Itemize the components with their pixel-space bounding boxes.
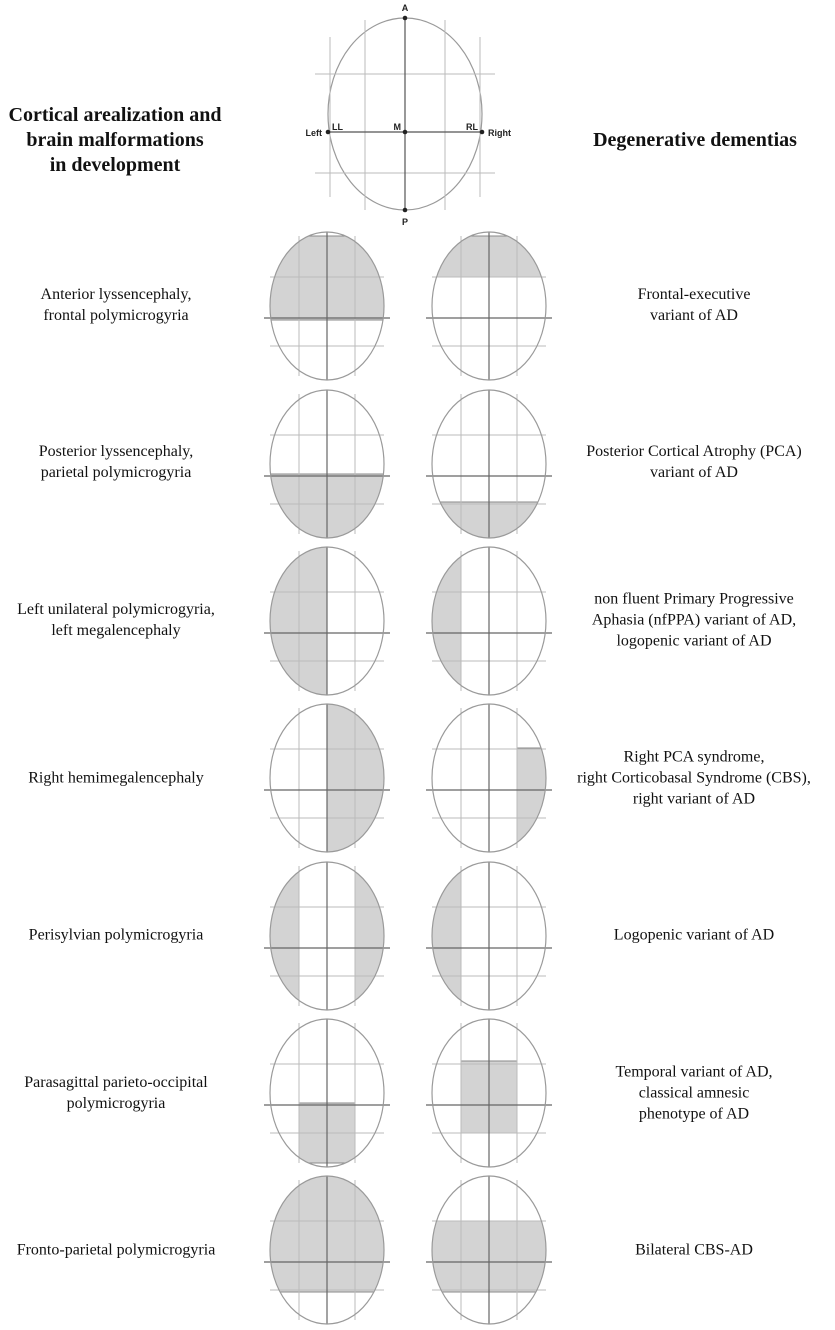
- shaded-region: [432, 547, 461, 695]
- head-diagram-dementia: [424, 700, 554, 858]
- left-column-header: [0, 103, 230, 178]
- malformation-label: [0, 925, 232, 946]
- label-line: Anterior lyssencephaly,: [40, 286, 192, 303]
- dementia-label: [575, 747, 813, 810]
- left-header-line: in development: [49, 154, 181, 176]
- dementia-label: [575, 925, 813, 946]
- label-line: frontal polymicrogyria: [43, 307, 189, 324]
- right-column-header: Degenerative dementias: [593, 129, 797, 151]
- head-diagram-dementia: [424, 1172, 554, 1330]
- head-diagram-dementia: [424, 228, 554, 386]
- label-line: Aphasia (nfPPA) variant of AD,: [591, 611, 797, 629]
- dementia-label: [575, 1062, 813, 1125]
- label-line: variant of AD: [650, 464, 738, 481]
- posterior-label: P: [401, 217, 409, 227]
- label-line: Frontal-executive: [637, 286, 751, 303]
- head-diagram-malformation: [262, 700, 392, 858]
- label-line: Posterior Cortical Atrophy (PCA): [586, 443, 802, 460]
- left-header-line: brain malformations: [26, 129, 204, 151]
- label-line: non fluent Primary Progressive: [594, 590, 794, 608]
- label-line: phenotype of AD: [638, 1105, 750, 1123]
- left-label: Left: [305, 128, 322, 138]
- label-line: Right hemimegalencephaly: [28, 769, 204, 787]
- label-line: Perisylvian polymicrogyria: [28, 926, 204, 944]
- head-diagram-malformation: [262, 386, 392, 544]
- label-line: Right PCA syndrome,: [623, 748, 765, 766]
- shaded-block: [432, 547, 461, 695]
- label-line: polymicrogyria: [66, 1095, 166, 1112]
- shaded-block: [355, 862, 384, 1010]
- dementia-label: [575, 284, 813, 326]
- label-line: right Corticobasal Syndrome (CBS),: [577, 769, 811, 787]
- malformation-label: [0, 284, 232, 326]
- head-diagram-malformation: [262, 1015, 392, 1173]
- label-line: Left unilateral polymicrogyria,: [17, 601, 215, 618]
- label-line: Temporal variant of AD,: [615, 1063, 773, 1081]
- dementia-label: [575, 1240, 813, 1261]
- label-line: right variant of AD: [632, 790, 756, 808]
- label-line: parietal polymicrogyria: [40, 464, 192, 481]
- malformation-label: [0, 441, 232, 483]
- shaded-region: [432, 862, 461, 1010]
- right-lateral-label: RL: [466, 122, 478, 132]
- label-line: Posterior lyssencephaly,: [38, 443, 194, 460]
- label-line: Logopenic variant of AD: [613, 926, 775, 944]
- dementia-label: [575, 441, 813, 483]
- right-label: Right: [488, 128, 511, 138]
- head-diagram-malformation: [262, 858, 392, 1016]
- malformation-label: [0, 599, 232, 641]
- shaded-block: [270, 862, 299, 1010]
- medial-label: M: [393, 122, 401, 132]
- left-header-line: Cortical arealization and: [8, 104, 222, 126]
- label-line: variant of AD: [650, 307, 738, 324]
- head-diagram-malformation: [262, 228, 392, 386]
- malformation-label: [0, 1240, 232, 1261]
- label-line: Parasagittal parieto-occipital: [24, 1074, 208, 1091]
- head-diagram-dementia: [424, 858, 554, 1016]
- head-diagram-dementia: [424, 543, 554, 701]
- head-diagram-malformation: [262, 543, 392, 701]
- dementia-label: [575, 589, 813, 652]
- shaded-region: [517, 748, 546, 852]
- shaded-block: [432, 862, 461, 1010]
- label-line: Fronto-parietal polymicrogyria: [16, 1241, 216, 1259]
- head-diagram-dementia: [424, 386, 554, 544]
- head-diagram-malformation: [262, 1172, 392, 1330]
- shaded-block: [517, 748, 546, 852]
- reference-head-diagram: [290, 0, 510, 230]
- label-line: left megalencephaly: [51, 622, 181, 639]
- label-line: Bilateral CBS-AD: [635, 1241, 753, 1259]
- label-line: logopenic variant of AD: [616, 632, 772, 650]
- anterior-label: A: [401, 3, 409, 13]
- label-line: classical amnesic: [638, 1084, 750, 1102]
- malformation-label: [0, 768, 232, 789]
- left-lateral-label: LL: [332, 122, 343, 132]
- head-diagram-dementia: [424, 1015, 554, 1173]
- malformation-label: [0, 1072, 232, 1114]
